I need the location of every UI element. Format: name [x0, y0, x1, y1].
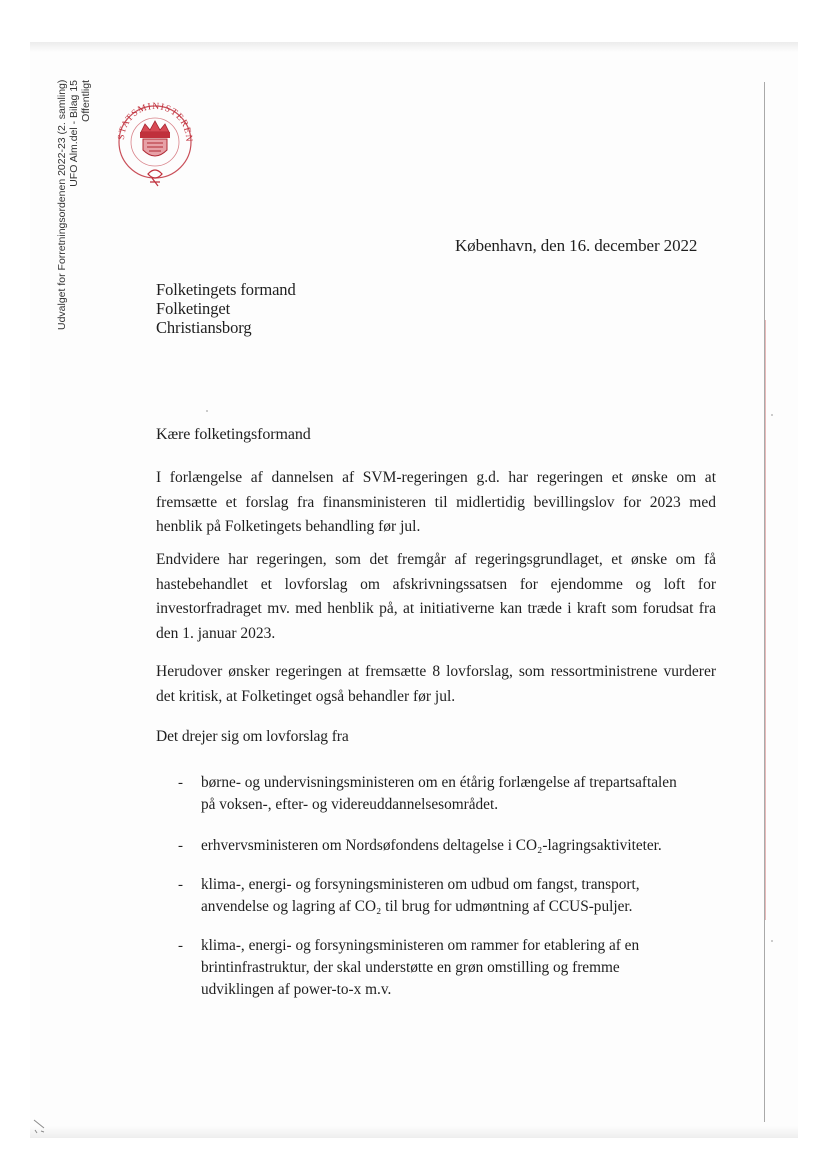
bullet-marker: -: [178, 775, 183, 791]
paragraph-2: Endvidere har regeringen, som det fremgår af regeringsgrundlaget, et ønske om få hastebehandlet et lovforslag om afskrivningssatsen for ejendomme og loft for investorfradraget mv. med henblik på, at initiativerne kan træde i kraft som forudsat fra den 1. januar 2023.: [156, 551, 716, 642]
archive-stamp-line1: Udvalget for Forretningsordenen 2022-23 (2. samling): [56, 79, 68, 330]
bullet-marker: -: [178, 938, 183, 954]
list-intro: Det drejer sig om lovforslag fra: [156, 728, 349, 745]
archive-stamp: [56, 80, 92, 330]
svg-text:STATSMINISTEREN: STATSMINISTEREN: [116, 101, 194, 143]
letter-date: København, den 16. december 2022: [455, 236, 698, 255]
bullet-item: klima-, energi- og forsyningsministeren om rammer for etablering af en brintinfrastruktur, der skal understøtte en grøn omstilling og fremme udviklingen af power-to-x m.v.: [201, 937, 640, 998]
bullet-item: børne- og undervisningsministeren om en étårig forlængelse af trepartsaftalen på voksen-, efter- og videreuddannelsesområdet.: [201, 774, 677, 813]
archive-stamp-line2: UFO Alm.del - Bilag 15: [68, 80, 80, 187]
statsministeren-seal-logo: [110, 96, 200, 206]
scan-top-edge: [30, 42, 798, 52]
scan-speck: [771, 414, 773, 416]
scan-artifact-mark: [32, 1116, 50, 1134]
page-edge-red-line: [765, 320, 766, 920]
recipient-line-2: Folketinget: [156, 299, 231, 318]
bullet-marker: -: [178, 877, 183, 893]
paragraph-3: Herudover ønsker regeringen at fremsætte 8 lovforslag, som ressortministrene vurderer det kritisk, at Folketinget også behandler før jul.: [156, 663, 716, 705]
bullet-item: klima-, energi- og forsyningsministeren om udbud om fangst, transport, anvendelse og lagring af CO₂ til brug for udmøntning af CCUS-puljer.: [201, 876, 640, 915]
scan-speck: [206, 410, 208, 412]
scan-bottom-edge: [30, 1126, 798, 1138]
paragraph-1: I forlængelse af dannelsen af SVM-regeringen g.d. har regeringen et ønske om at fremsætte et forslag fra finansministeren til midlertidig bevillingslov for 2023 med henblik på Folketingets behandling før jul.: [156, 469, 716, 535]
recipient-line-3: Christiansborg: [156, 318, 252, 337]
archive-stamp-line3: Offentligt: [80, 80, 92, 122]
bullet-item: erhvervsministeren om Nordsøfondens deltagelse i CO₂-lagringsaktiviteter.: [201, 837, 662, 854]
salutation: Kære folketingsformand: [156, 426, 311, 443]
bullet-marker: -: [178, 838, 183, 854]
scan-speck: [771, 940, 773, 942]
recipient-line-1: Folketingets formand: [156, 280, 296, 299]
